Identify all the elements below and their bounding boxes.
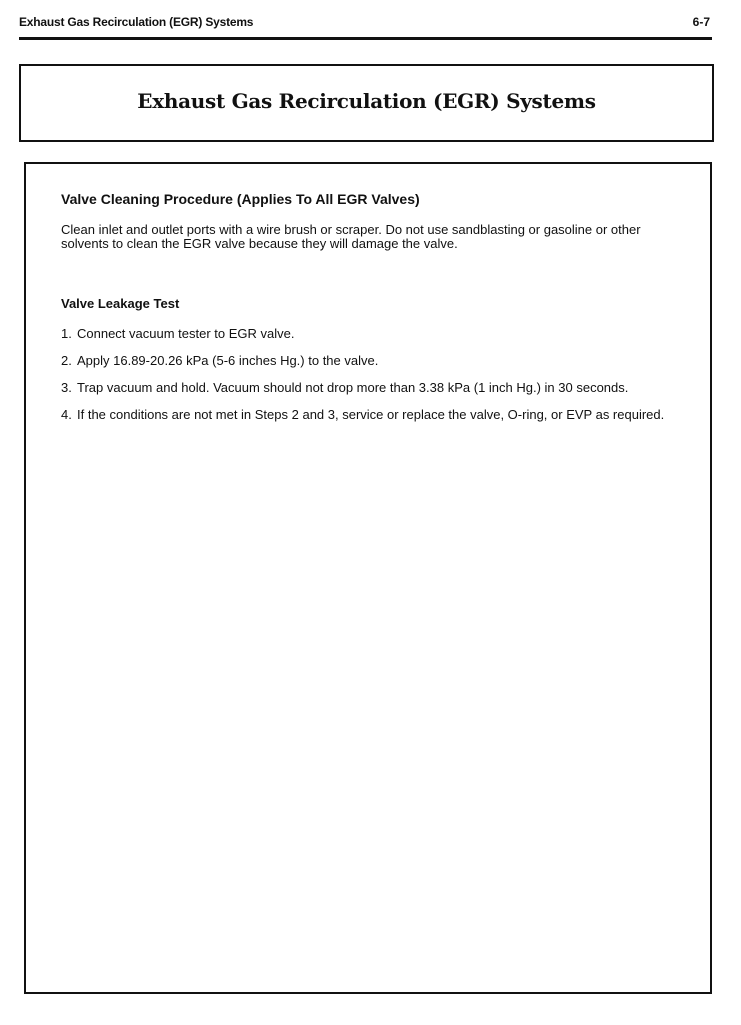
cleaning-body: Clean inlet and outlet ports with a wire brush or scraper. Do not use sandblasting or gasoline or other solvents to clean the EGR valve because they will damage the valve. [61,222,641,251]
content-box [24,162,712,994]
step-number: 4. [61,407,72,422]
running-title: Exhaust Gas Recirculation (EGR) Systems [19,15,254,29]
leakage-heading: Valve Leakage Test [61,296,180,311]
page-number: 6-7 [692,15,710,29]
title-box [19,64,714,142]
step-text: Apply 16.89-20.26 kPa (5-6 inches Hg.) to the valve. [77,353,379,368]
step-text: Trap vacuum and hold. Vacuum should not drop more than 3.38 kPa (1 inch Hg.) in 30 seconds. [77,380,629,395]
leakage-steps [61,327,681,435]
step-text: Connect vacuum tester to EGR valve. [77,326,295,341]
step-number: 3. [61,380,72,395]
page-title: Exhaust Gas Recirculation (EGR) Systems [137,89,596,113]
step-number: 2. [61,353,72,368]
list-item [61,408,681,422]
list-item [61,381,681,395]
step-text: If the conditions are not met in Steps 2 and 3, service or replace the valve, O-ring, or EVP as required. [77,407,665,422]
running-header [19,15,712,40]
list-item [61,327,681,341]
list-item [61,354,681,368]
cleaning-heading: Valve Cleaning Procedure (Applies To All EGR Valves) [61,191,420,207]
step-number: 1. [61,326,72,341]
